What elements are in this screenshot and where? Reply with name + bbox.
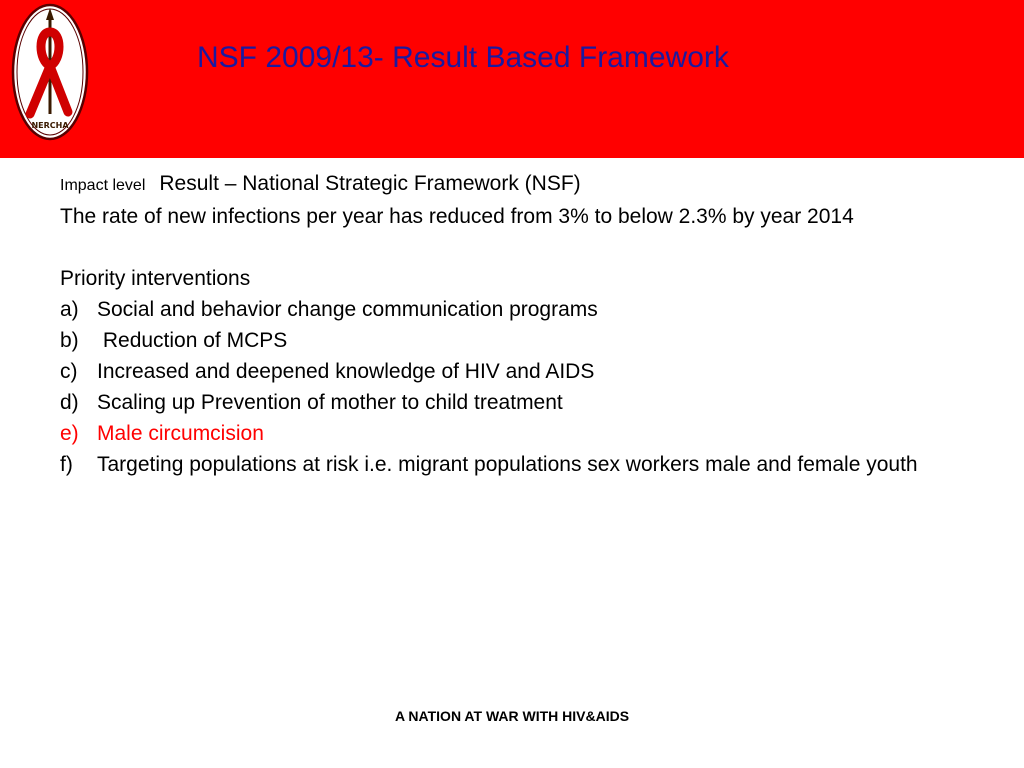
list-item-text: Male circumcision [97, 422, 264, 445]
impact-title: Result – National Strategic Framework (NSF) [159, 172, 581, 195]
list-item-text: Scaling up Prevention of mother to child treatment [97, 391, 563, 414]
interventions-list [60, 294, 960, 480]
list-item-marker: e) [60, 422, 79, 445]
list-item-marker: b) [60, 329, 79, 352]
impact-statement: The rate of new infections per year has reduced from 3% to below 2.3% by year 2014 [60, 205, 854, 228]
priority-heading: Priority interventions [60, 267, 251, 290]
list-item-marker: f) [60, 453, 73, 476]
list-item-marker: d) [60, 391, 79, 414]
list-item-marker: c) [60, 360, 78, 383]
red-ribbon-logo-icon [8, 2, 92, 142]
list-item [60, 418, 960, 449]
list-item-marker: a) [60, 298, 79, 321]
list-item-text: Targeting populations at risk i.e. migrant populations sex workers male and female youth [97, 453, 918, 476]
slide-content [60, 168, 960, 480]
footer-slogan: A NATION AT WAR WITH HIV&AIDS [394, 708, 630, 724]
logo-text: NERCHA [31, 121, 69, 130]
impact-label: Impact level [60, 177, 146, 194]
list-item-text: Reduction of MCPS [97, 329, 288, 352]
list-item [60, 449, 960, 480]
header-banner [0, 0, 1024, 158]
page-title: NSF 2009/13- Result Based Framework [197, 41, 729, 74]
list-item [60, 294, 960, 325]
list-item [60, 325, 960, 356]
impact-line [60, 168, 960, 201]
list-item [60, 356, 960, 387]
list-item-text: Increased and deepened knowledge of HIV and AIDS [97, 360, 595, 383]
list-item [60, 387, 960, 418]
list-item-text: Social and behavior change communication programs [97, 298, 598, 321]
spacer [60, 232, 960, 263]
